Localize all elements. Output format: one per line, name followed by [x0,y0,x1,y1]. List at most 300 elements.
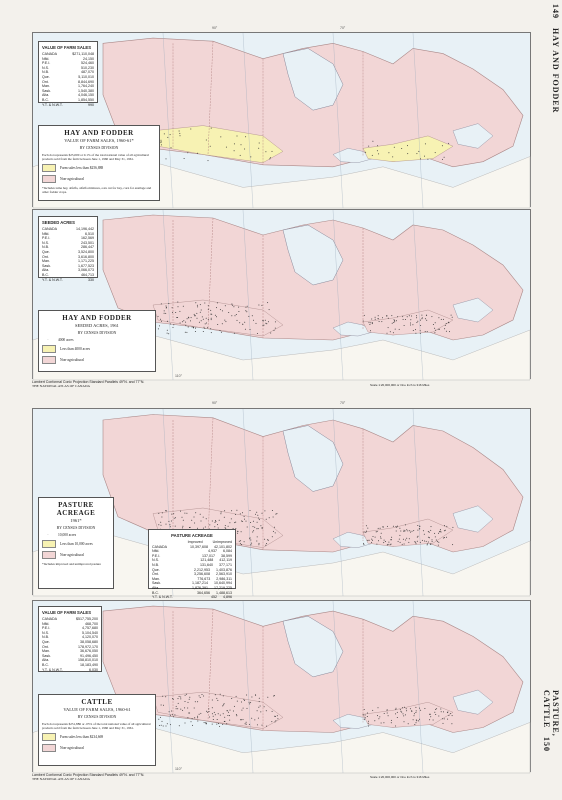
dot-symbol [275,514,276,515]
region-value: 4,120,070 [82,635,98,640]
dot-symbol [179,133,180,134]
dot-symbol [216,724,217,725]
dot-symbol [188,713,189,714]
dot-symbol [264,706,265,707]
dot-symbol [215,315,216,316]
dot-symbol [416,543,417,544]
dot-symbol [231,315,232,316]
legend-label: Non-agricultural [60,746,84,750]
dot-symbol [444,530,445,531]
dot-symbol [201,310,202,311]
dot-symbol [166,158,167,159]
dot-symbol [444,328,445,329]
scale-note: Scale 1:20,000,000 or One Inch to 316 Miles [370,383,430,387]
dot-symbol [272,151,273,152]
dot-symbol [435,709,436,710]
dot-symbol [259,701,260,702]
dot-symbol [183,520,184,521]
dot-symbol [188,702,189,703]
region-label: N.S. [42,65,49,70]
dot-symbol [262,513,263,514]
dot-symbol [207,327,208,328]
dot-symbol [405,530,406,531]
dot-symbol [197,721,198,722]
dot-symbol [194,314,195,315]
dot-symbol [161,705,162,706]
dot-symbol [367,716,368,717]
dot-symbol [402,316,403,317]
region-label: Ont. [42,79,49,84]
dot-symbol [248,316,249,317]
dot-symbol [170,526,171,527]
dot-symbol [197,716,198,717]
dot-symbol [427,543,428,544]
dot-symbol [430,544,431,545]
dot-symbol [250,544,251,545]
dot-symbol [403,713,404,714]
dot-symbol [444,525,445,526]
dot-symbol [384,713,385,714]
swatch [42,356,56,364]
dot-symbol [164,313,165,314]
dot-symbol [438,317,439,318]
stats-table [38,606,102,672]
dot-symbol [404,544,405,545]
dot-symbol [372,710,373,711]
dot-symbol [188,327,189,328]
dot-symbol [172,307,173,308]
legend-item-pink [42,356,152,364]
region-label: N.B. [42,245,49,250]
dot-symbol [272,536,273,537]
dot-symbol [375,319,376,320]
dot-symbol [425,331,426,332]
dot-symbol [438,542,439,543]
dot-symbol [179,725,180,726]
dot-symbol [228,526,229,527]
dot-symbol [417,525,418,526]
dot-symbol [367,713,368,714]
dot-symbol [447,712,448,713]
dot-symbol [211,332,212,333]
region-label: N.B. [152,562,159,567]
dot-symbol [391,539,392,540]
dot-symbol [241,521,242,522]
region-value: 1,171,225 [78,259,94,264]
dot-symbol [443,319,444,320]
dot-symbol [159,325,160,326]
dot-symbol [403,531,404,532]
dot-symbol [388,544,389,545]
swatch [42,345,56,353]
map-title: CATTLE [81,698,113,706]
dot-symbol [179,696,180,697]
dot-symbol [173,716,174,717]
dot-symbol [168,521,169,522]
dot-symbol [421,318,422,319]
improved-value: 776,673 [197,576,211,581]
dot-symbol [180,709,181,710]
dot-symbol [197,305,198,306]
dot-symbol [179,131,180,132]
dot-symbol [190,320,191,321]
dot-symbol [180,511,181,512]
dot-symbol [164,133,165,134]
dot-symbol [379,716,380,717]
dot-symbol [446,537,447,538]
region-value: 162,569 [81,236,94,241]
dot-symbol [395,329,396,330]
map-subtitle: VALUE OF FARM SALES, 1960-61* [64,138,134,143]
dot-symbol [206,323,207,324]
dot-symbol [416,153,417,154]
dot-symbol [274,330,275,331]
dot-symbol [190,129,191,130]
dot-symbol [419,708,420,709]
region-label: Alta. [42,93,50,98]
dot-symbol [238,311,239,312]
dot-symbol [257,724,258,725]
dot-symbol [441,319,442,320]
dot-symbol [388,152,389,153]
map-description: Each dot represents $25,000 or 0.1% of the total national value of all agricultural products sold from the farm between June 1, 1960 and May 31, 1961. [42,153,149,161]
dot-symbol [259,519,260,520]
dot-symbol [215,714,216,715]
stats-heading: VALUE OF FARM SALES [42,610,92,615]
dot-symbol [449,331,450,332]
dot-symbol [394,320,395,321]
dot-symbol [273,517,274,518]
dot-symbol [403,319,404,320]
dot-symbol [220,694,221,695]
dot-symbol [447,719,448,720]
dot-symbol [222,724,223,725]
dot-symbol [161,517,162,518]
region-label: CANADA [42,227,57,231]
dot-symbol [236,314,237,315]
region-value: 6,030 [89,667,98,672]
dot-symbol [229,522,230,523]
dot-symbol [166,510,167,511]
dot-symbol [405,540,406,541]
dot-symbol [223,713,224,714]
dot-symbol [451,723,452,724]
dot-symbol [410,323,411,324]
dot-symbol [234,522,235,523]
dot-symbol [166,307,167,308]
dot-symbol [163,705,164,706]
coord-label: 110° [175,767,182,771]
unimproved-value: 42,101,802 [214,544,232,549]
map-unit: BY CENSUS DIVISION [77,331,117,335]
dot-symbol [415,333,416,334]
map-cattle-sales [32,600,531,772]
dot-symbol [240,719,241,720]
dot-symbol [434,328,435,329]
dot-symbol [168,333,169,334]
region-value: 330 [88,277,94,282]
dot-symbol [273,531,274,532]
dot-symbol [426,320,427,321]
region-label: Y.T. & N.W.T. [42,102,63,107]
dot-symbol [414,541,415,542]
dot-symbol [203,331,204,332]
dot-symbol [164,310,165,311]
dot-symbol [410,532,411,533]
dot-symbol [189,697,190,698]
dot-symbol [420,710,421,711]
dot-symbol [167,333,168,334]
dot-symbol [275,532,276,533]
dot-symbol [169,711,170,712]
dot-symbol [387,333,388,334]
dot-symbol [258,718,259,719]
improved-value: 4,937 [208,549,217,554]
scale-note: Scale 1:20,000,000 or One Inch to 316 Miles [370,775,430,779]
dot-symbol [430,716,431,717]
region-value: 1,677,523 [78,263,94,268]
dot-symbol [436,708,437,709]
dot-symbol [414,724,415,725]
dot-symbol [452,544,453,545]
dot-symbol [251,718,252,719]
dot-symbol [216,316,217,317]
dot-symbol [170,724,171,725]
dot-symbol [245,307,246,308]
dot-symbol [179,311,180,312]
dot-symbol [208,160,209,161]
dot-symbol [428,542,429,543]
dot-symbol [183,320,184,321]
dot-symbol [401,148,402,149]
pasture-table [148,529,236,600]
dot-symbol [375,537,376,538]
dot-symbol [380,536,381,537]
col-header: Improved [187,540,203,544]
region-value: 4,757,680 [82,626,98,631]
dot-symbol [161,144,162,145]
improved-value: 364,656 [197,590,210,595]
dot-symbol [217,719,218,720]
dot-symbol [404,721,405,722]
dot-symbol [372,322,373,323]
dot-symbol [378,315,379,316]
dot-symbol [233,711,234,712]
dot-symbol [395,726,396,727]
dot-symbol [158,524,159,525]
legend-item-yellow [42,733,152,741]
dot-symbol [367,528,368,529]
dot-symbol [244,149,245,150]
dot-symbol [375,317,376,318]
dot-symbol [241,531,242,532]
dot-symbol [444,537,445,538]
dot-symbol [388,318,389,319]
dot-symbol [209,711,210,712]
dot-symbol [212,713,213,714]
dot-symbol [166,524,167,525]
dot-symbol [194,517,195,518]
dot-symbol [377,531,378,532]
region-label: B.C. [42,97,49,102]
region-value: 3,616,800 [78,254,94,259]
dot-symbol [435,322,436,323]
dot-symbol [442,718,443,719]
dot-symbol [253,521,254,522]
dot-symbol [222,705,223,706]
dot-symbol [217,524,218,525]
dot-symbol [187,318,188,319]
dot-symbol [377,145,378,146]
dot-symbol [238,307,239,308]
dot-symbol [418,536,419,537]
map-hay-fodder-sales [32,32,531,207]
dot-symbol [231,698,232,699]
dot-symbol [414,713,415,714]
dot-symbol [244,541,245,542]
dot-symbol [215,694,216,695]
dot-symbol [171,147,172,148]
region-value: $271,110,048 [72,52,94,56]
dot-symbol [381,538,382,539]
dot-symbol [368,721,369,722]
dot-symbol [163,726,164,727]
dot-symbol [384,540,385,541]
dot-symbol [271,721,272,722]
dot-symbol [262,320,263,321]
legend-item-pink [42,744,152,752]
dot-symbol [203,696,204,697]
dot-symbol [258,528,259,529]
dot-symbol [391,722,392,723]
unimproved-value: 1,403,876 [216,567,232,572]
region-value: 38,058,680 [80,639,98,644]
dot-symbol [210,146,211,147]
dot-symbol [388,542,389,543]
page-title-bottom [542,690,560,800]
region-label: N.S. [42,630,49,635]
dot-symbol [242,512,243,513]
dot-symbol [240,543,241,544]
region-label: Nfld. [42,621,50,626]
dot-symbol [386,316,387,317]
dot-symbol [376,531,377,532]
dot-symbol [268,540,269,541]
dot-symbol [203,319,204,320]
region-label: Y.T. & N.W.T. [42,667,63,672]
region-label: Alta. [152,585,160,590]
dot-symbol [246,521,247,522]
dot-symbol [265,323,266,324]
dot-symbol [234,143,235,144]
dot-symbol [236,696,237,697]
dot-symbol [268,321,269,322]
dot-symbol [363,543,364,544]
dot-symbol [185,695,186,696]
dot-symbol [451,315,452,316]
coord-label: 70° [340,26,346,30]
dot-symbol [387,709,388,710]
dot-symbol [369,324,370,325]
dot-symbol: · [47,338,49,342]
swatch [42,540,56,548]
dot-symbol [247,708,248,709]
dot-symbol [446,526,447,527]
dot-symbol [195,328,196,329]
dot-symbol [429,719,430,720]
dot-symbol [161,321,162,322]
dot-symbol [220,513,221,514]
region-value: 18,183,490 [80,662,98,667]
dot-symbol [202,694,203,695]
dot-symbol [259,143,260,144]
dot-symbol [419,528,420,529]
dot-symbol [402,544,403,545]
dot-symbol [225,305,226,306]
dot-symbol [192,725,193,726]
dot-symbol [223,695,224,696]
legend-label: Farm sales less than $256,888 [60,166,104,170]
dot-symbol [260,706,261,707]
dot-symbol [368,723,369,724]
dot-symbol [259,698,260,699]
dot-symbol [237,531,238,532]
region-value: $517,755,200 [76,617,98,621]
dot-symbol [267,302,268,303]
dot-symbol: · [47,533,49,537]
dot-symbol [232,305,233,306]
region-value: 6,510 [85,231,94,236]
dot-symbol [405,524,406,525]
dot-symbol [205,323,206,324]
dot-symbol [161,141,162,142]
dot-symbol [257,515,258,516]
dot-symbol [426,315,427,316]
dot-symbol [407,316,408,317]
swatch [42,175,56,183]
dot-symbol [400,709,401,710]
dot-symbol [244,322,245,323]
dot-symbol [378,528,379,529]
dot-symbol [390,331,391,332]
dot-symbol [275,328,276,329]
dot-symbol [397,316,398,317]
dot-symbol [413,719,414,720]
region-label: CANADA [42,617,57,621]
region-label: CANADA [42,52,57,56]
dot-symbol [395,526,396,527]
dot-symbol [429,537,430,538]
dot-symbol [213,719,214,720]
dot-symbol [257,536,258,537]
dot-symbol [397,526,398,527]
dot-symbol [171,711,172,712]
dot-symbol [391,537,392,538]
stats-row [42,668,98,673]
dot-symbol [166,726,167,727]
dot-symbol [275,720,276,721]
map-pasture-acreage [32,408,531,600]
region-label: N.B. [42,635,49,640]
dot-symbol [440,529,441,530]
dot-symbol [237,136,238,137]
dot-symbol [231,510,232,511]
region-label: P.E.I. [42,61,51,66]
dot-symbol [245,329,246,330]
dot-symbol [180,323,181,324]
dot-symbol [409,530,410,531]
dot-symbol [396,320,397,321]
